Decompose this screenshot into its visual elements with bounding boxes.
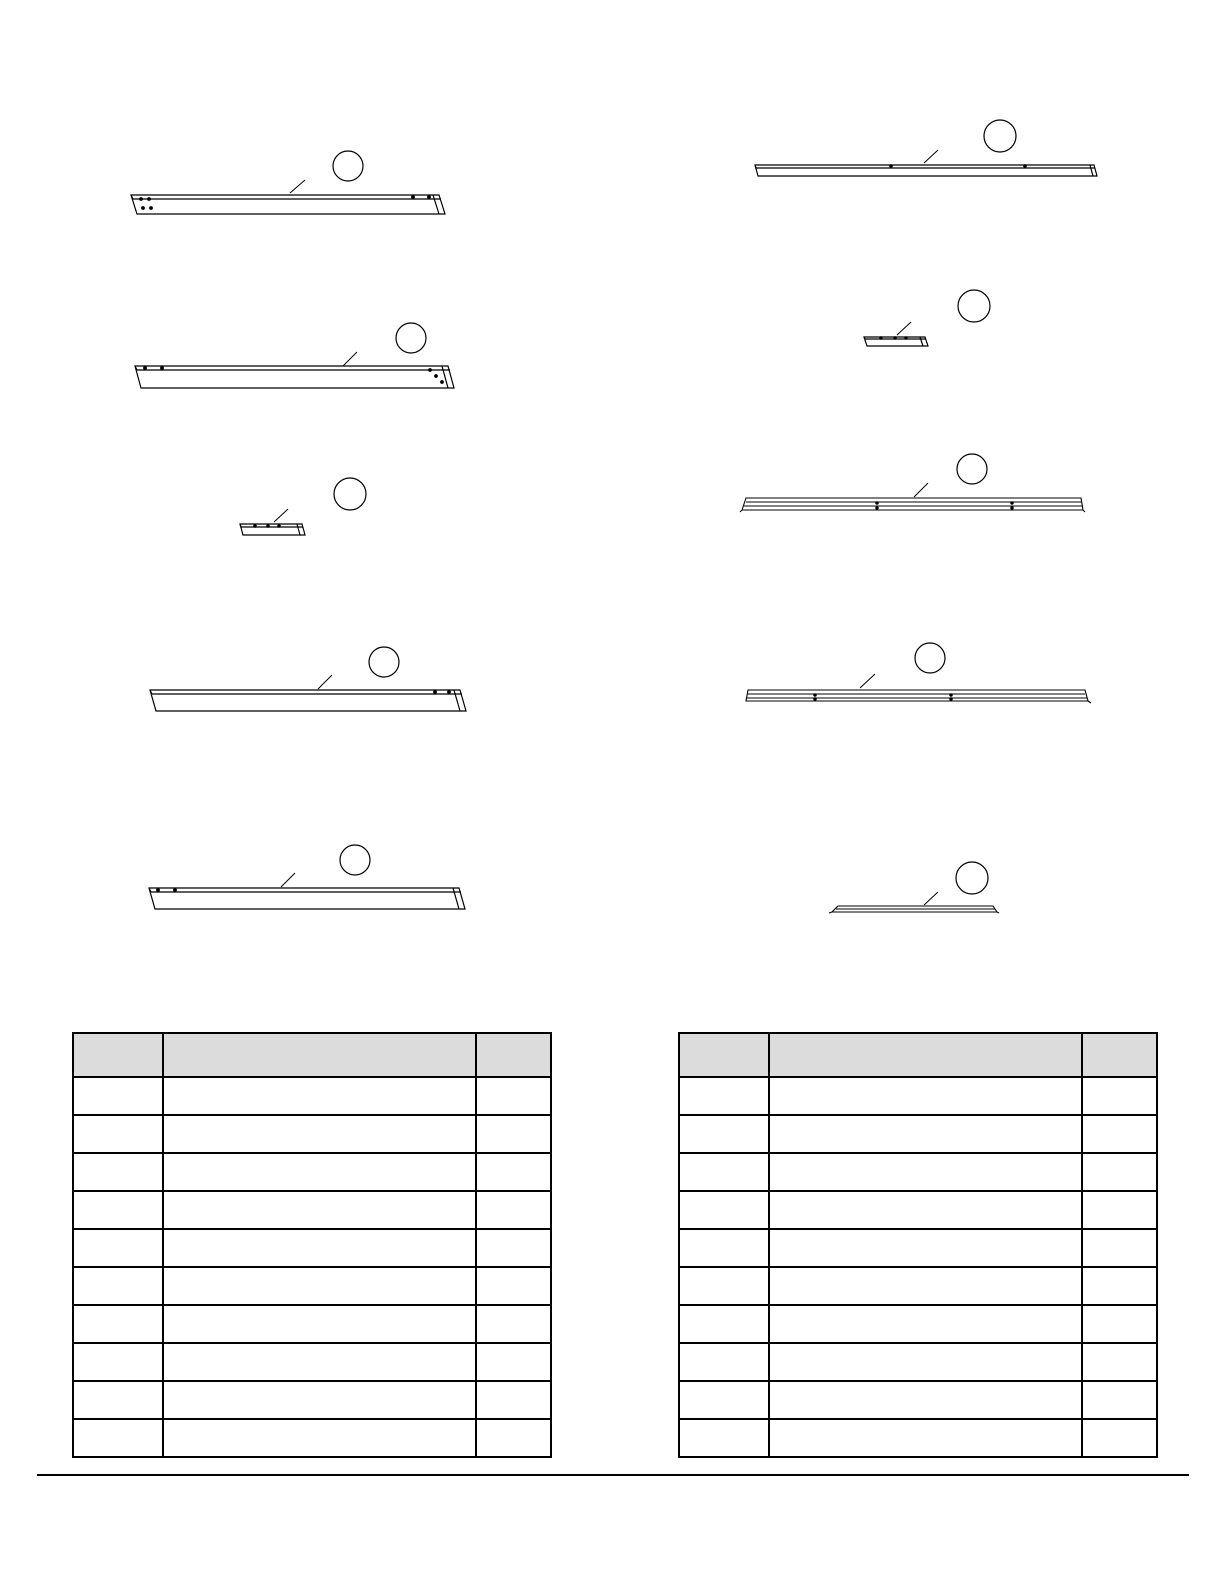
flat-plate xyxy=(829,906,999,913)
callout-bubble-left-2 xyxy=(396,323,426,353)
cell-quantity xyxy=(1082,1381,1157,1419)
cell-description xyxy=(163,1419,476,1457)
cell-part xyxy=(679,1115,769,1153)
cell-part xyxy=(679,1077,769,1115)
callout-bubble-left-4 xyxy=(369,647,399,677)
table-row xyxy=(73,1267,551,1305)
col-header-quantity xyxy=(476,1033,551,1077)
cell-quantity xyxy=(476,1343,551,1381)
cell-description xyxy=(163,1229,476,1267)
board-long-plain xyxy=(135,366,454,388)
cell-description xyxy=(163,1115,476,1153)
cell-quantity xyxy=(1082,1115,1157,1153)
cell-quantity xyxy=(476,1153,551,1191)
cell-quantity xyxy=(476,1191,551,1229)
table-row xyxy=(73,1115,551,1153)
cell-part xyxy=(73,1305,163,1343)
table-row xyxy=(679,1419,1157,1457)
cell-part xyxy=(73,1419,163,1457)
cell-part xyxy=(679,1381,769,1419)
board-long-rail xyxy=(150,690,466,711)
col-header-description xyxy=(163,1033,476,1077)
cell-description xyxy=(769,1381,1082,1419)
cell-description xyxy=(769,1305,1082,1343)
table-row xyxy=(73,1381,551,1419)
cell-description xyxy=(769,1419,1082,1457)
parts-table-left xyxy=(72,1032,552,1458)
cell-description xyxy=(769,1267,1082,1305)
cell-description xyxy=(163,1381,476,1419)
cell-quantity xyxy=(476,1115,551,1153)
callout-bubble-right-4 xyxy=(915,643,945,673)
table-body-right xyxy=(679,1077,1157,1457)
table-row xyxy=(679,1229,1157,1267)
cell-part xyxy=(73,1153,163,1191)
cell-description xyxy=(163,1077,476,1115)
cell-description xyxy=(769,1115,1082,1153)
table-row xyxy=(679,1343,1157,1381)
callout-bubble-left-5 xyxy=(340,845,370,875)
small-block-right xyxy=(864,337,928,346)
cell-quantity xyxy=(1082,1229,1157,1267)
cell-part xyxy=(679,1419,769,1457)
table-row xyxy=(73,1153,551,1191)
cell-quantity xyxy=(476,1267,551,1305)
table-row xyxy=(679,1191,1157,1229)
board-long-rail-2 xyxy=(149,888,465,909)
cell-part xyxy=(679,1191,769,1229)
col-header-description xyxy=(769,1033,1082,1077)
cell-quantity xyxy=(476,1077,551,1115)
cell-description xyxy=(163,1153,476,1191)
cell-part xyxy=(73,1077,163,1115)
cell-quantity xyxy=(1082,1191,1157,1229)
col-header-quantity xyxy=(1082,1033,1157,1077)
callout-bubble-right-5 xyxy=(956,862,988,894)
callout-bubble-left-1 xyxy=(333,151,363,181)
table-row xyxy=(679,1305,1157,1343)
table-row xyxy=(73,1229,551,1267)
cell-part xyxy=(73,1381,163,1419)
cell-part xyxy=(73,1267,163,1305)
channel-rail-2 xyxy=(746,690,1091,703)
cell-description xyxy=(163,1305,476,1343)
table-row xyxy=(679,1267,1157,1305)
cell-quantity xyxy=(476,1419,551,1457)
callout-bubble-right-2 xyxy=(958,290,990,322)
table-body-left xyxy=(73,1077,551,1457)
table-row xyxy=(679,1153,1157,1191)
cell-quantity xyxy=(1082,1267,1157,1305)
callout-bubble-left-3 xyxy=(334,478,366,510)
board-long-with-holes xyxy=(131,195,445,214)
cell-part xyxy=(679,1343,769,1381)
channel-rail xyxy=(740,498,1085,512)
table-row xyxy=(679,1381,1157,1419)
cell-description xyxy=(769,1191,1082,1229)
cell-part xyxy=(679,1153,769,1191)
cell-part xyxy=(73,1343,163,1381)
cell-part xyxy=(73,1229,163,1267)
cell-quantity xyxy=(1082,1153,1157,1191)
col-header-part xyxy=(73,1033,163,1077)
thin-slat xyxy=(755,165,1097,176)
cell-quantity xyxy=(476,1381,551,1419)
cell-description xyxy=(163,1267,476,1305)
cell-quantity xyxy=(1082,1305,1157,1343)
cell-part xyxy=(679,1305,769,1343)
table-row xyxy=(73,1343,551,1381)
table-row xyxy=(73,1077,551,1115)
cell-part xyxy=(679,1229,769,1267)
callout-bubble-right-3 xyxy=(957,454,987,484)
table-row xyxy=(73,1305,551,1343)
table-row xyxy=(679,1115,1157,1153)
parts-table-right xyxy=(678,1032,1158,1458)
table-row xyxy=(73,1191,551,1229)
cell-description xyxy=(769,1229,1082,1267)
cell-part xyxy=(73,1191,163,1229)
small-block xyxy=(240,524,305,535)
col-header-part xyxy=(679,1033,769,1077)
cell-quantity xyxy=(476,1229,551,1267)
cell-quantity xyxy=(1082,1419,1157,1457)
cell-part xyxy=(679,1267,769,1305)
table-row xyxy=(679,1077,1157,1115)
cell-description xyxy=(769,1153,1082,1191)
cell-quantity xyxy=(476,1305,551,1343)
cell-quantity xyxy=(1082,1077,1157,1115)
cell-description xyxy=(163,1343,476,1381)
callout-bubble-right-1 xyxy=(984,120,1016,152)
bottom-divider xyxy=(37,1474,1189,1476)
cell-quantity xyxy=(1082,1343,1157,1381)
cell-part xyxy=(73,1115,163,1153)
cell-description xyxy=(163,1191,476,1229)
cell-description xyxy=(769,1077,1082,1115)
cell-description xyxy=(769,1343,1082,1381)
table-row xyxy=(73,1419,551,1457)
